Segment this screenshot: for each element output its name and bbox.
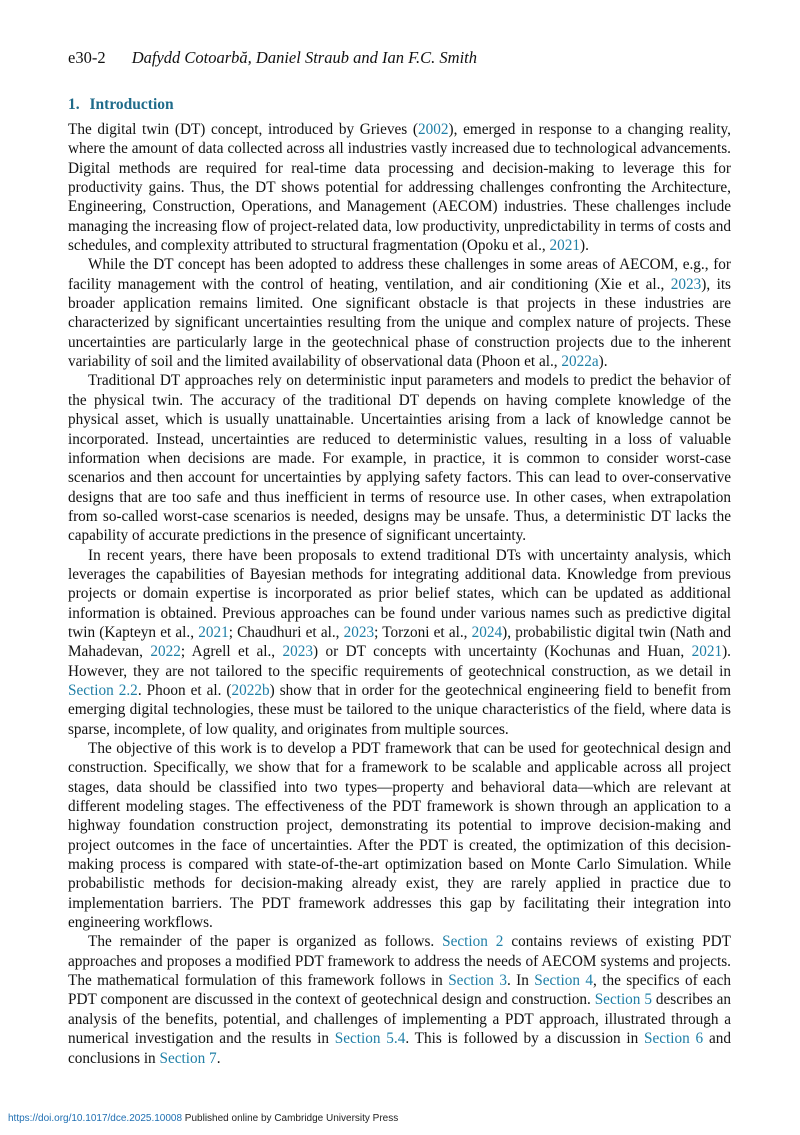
author-list: Dafydd Cotoarbă, Daniel Straub and Ian F.C. Smith: [131, 48, 477, 67]
citation-link[interactable]: Section 7: [159, 1049, 217, 1067]
text-segment: ; Torzoni et al.,: [374, 623, 472, 641]
citation-link[interactable]: Section 6: [644, 1030, 704, 1048]
citation-link[interactable]: Section 5.4: [334, 1030, 406, 1048]
citation-link[interactable]: 2023: [282, 643, 314, 661]
paragraph: [68, 120, 731, 255]
text-segment: The remainder of the paper is organized as follows.: [88, 933, 443, 951]
text-segment: . Phoon et al. (: [137, 681, 232, 699]
text-segment: , the specifics of each PDT component are discussed in the context of geotechnical design and construction.: [68, 972, 731, 1009]
section-heading: [68, 96, 174, 114]
text-segment: ) show that in order for the geotechnical engineering field to benefit from emerging digital technologies, these must be tailored to the unique characteristics of the field, where data is sparse, incomplete, of low quality, and originates from multiple sources.: [68, 681, 731, 738]
text-segment: ; Chaudhuri et al.,: [228, 623, 344, 641]
page-footer: [8, 1113, 398, 1124]
text-segment: ) or DT concepts with uncertainty (Kochunas and Huan,: [313, 643, 692, 661]
text-segment: ), probabilistic digital twin (Nath and Mahadevan,: [68, 623, 731, 661]
citation-link[interactable]: 2023: [343, 623, 375, 641]
citation-link[interactable]: 2021: [691, 643, 723, 661]
citation-link[interactable]: 2022a: [561, 353, 599, 371]
text-segment: and conclusions in: [68, 1030, 731, 1067]
text-segment: . This is followed by a discussion in: [405, 1030, 645, 1048]
text-segment: Traditional DT approaches rely on deterministic input parameters and models to predict the behavior of the physical twin. The accuracy of the traditional DT depends on having complete knowledge of the physical asset, which is usually unattainable. Uncertainties arising from a lack of knowledge cannot be incorporated. Instead, uncertainties are reduced to deterministic values, resulting in a loss of valuable information when decisions are made. For example, in practice, it is common to consider worst-case scenarios and then account for uncertainties by applying safety factors. This can lead to over-conservative designs that are too safe and thus inefficient in terms of resource use. In other cases, when extrapolation from so-called worst-case scenarios is needed, designs may be unsafe. Thus, a deterministic DT lacks the capability of accurate predictions in the presence of significant uncertainty.: [68, 372, 731, 545]
text-segment: .: [216, 1049, 221, 1067]
page-number: e30-2: [68, 48, 106, 67]
paragraph: [68, 546, 731, 739]
citation-link[interactable]: 2022: [150, 643, 181, 661]
text-segment: The objective of this work is to develop a PDT framework that can be used for geotechnical design and construction. Specifically, we show that for a framework to be scalable and applicable across all project stages, data should be classified into two types—property and behavioral data—which are relevant at different modeling stages. The effectiveness of the PDT framework is shown through an application to a highway foundation construction project, demonstrating its potential to improve decision-making and project outcomes in the face of uncertainties. After the PDT is created, the optimization of this decision-making process is compared with state-of-the-art optimization based on Monte Carlo Simulation. While probabilistic methods for decision-making already exist, they are rarely applied in practice due to implementation barriers. The PDT framework addresses this gap by facilitating their integration into engineering workflows.: [68, 740, 731, 932]
body-text: [68, 120, 731, 1068]
text-segment: . In: [506, 972, 535, 990]
publisher-note: Published online by Cambridge University Press: [182, 1113, 399, 1124]
citation-link[interactable]: Section 3: [448, 972, 507, 990]
text-segment: ), emerged in response to a changing reality, where the amount of data collected across all industries vastly increased due to technological advancements. Digital methods are required for real-time data processing and decision-making to leverage this for productivity gains. Thus, the DT shows potential for addressing challenges confronting the Architecture, Engineering, Construction, Operations, and Management (AECOM) industries. These challenges include managing the increasing flow of project-related data, low productivity, unpredictability in terms of costs and schedules, and complexity attributed to structural fragmentation (Opoku et al.,: [68, 121, 731, 255]
citation-link[interactable]: 2021: [549, 237, 581, 255]
text-segment: ). However, they are not tailored to the specific requirements of geotechnical construction, as we detail in: [68, 643, 731, 680]
citation-link[interactable]: Section 4: [534, 972, 594, 990]
citation-link[interactable]: 2023: [670, 275, 702, 293]
citation-link[interactable]: 2022b: [231, 681, 270, 699]
text-segment: ; Agrell et al.,: [180, 643, 283, 661]
section-number: 1.: [68, 96, 80, 113]
doi-link[interactable]: https://doi.org/10.1017/dce.2025.10008: [8, 1113, 183, 1124]
citation-link[interactable]: 2024: [471, 623, 503, 641]
citation-link[interactable]: Section 2.2: [68, 681, 138, 699]
citation-link[interactable]: 2002: [418, 121, 449, 138]
text-segment: The digital twin (DT) concept, introduced by Grieves (: [68, 121, 419, 138]
text-segment: ), its broader application remains limited. One significant obstacle is that projects in these industries are characterized by significant uncertainties resulting from the unique and complex nature of projects. These uncertainties are particularly large in the geotechnical phase of construction projects due to the inherent variability of soil and the limited availability of observational data (Phoon et al.,: [68, 275, 731, 371]
citation-link[interactable]: Section 2: [442, 933, 504, 951]
paragraph: [68, 739, 731, 932]
citation-link[interactable]: 2021: [198, 623, 229, 641]
paragraph: [68, 932, 731, 1067]
text-segment: In recent years, there have been proposals to extend traditional DTs with uncertainty analysis, which leverages the capabilities of Bayesian methods for integrating additional data. Knowledge from previous projects or domain expertise is incorporated as prior belief states, which can be updated as additional information is obtained. Previous approaches can be found under various names such as predictive digital twin (Kapteyn et al.,: [68, 546, 731, 641]
section-title: Introduction: [89, 96, 174, 113]
paragraph: [68, 255, 731, 371]
citation-link[interactable]: Section 5: [594, 991, 652, 1009]
text-segment: ).: [580, 237, 589, 255]
running-header: [68, 48, 477, 68]
paragraph: [68, 371, 731, 545]
text-segment: ).: [598, 353, 608, 371]
text-segment: While the DT concept has been adopted to address these challenges in some areas of AECOM, e.g., for facility management with the control of heating, ventilation, and air conditioning (Xie et al.,: [68, 256, 731, 293]
text-segment: describes an analysis of the benefits, potential, and challenges of implementing a PDT approach, illustrated through a numerical investigation and the results in: [68, 991, 731, 1048]
text-segment: contains reviews of existing PDT approaches and proposes a modified PDT framework to address the needs of AECOM systems and projects. The mathematical formulation of this framework follows in: [68, 933, 731, 990]
